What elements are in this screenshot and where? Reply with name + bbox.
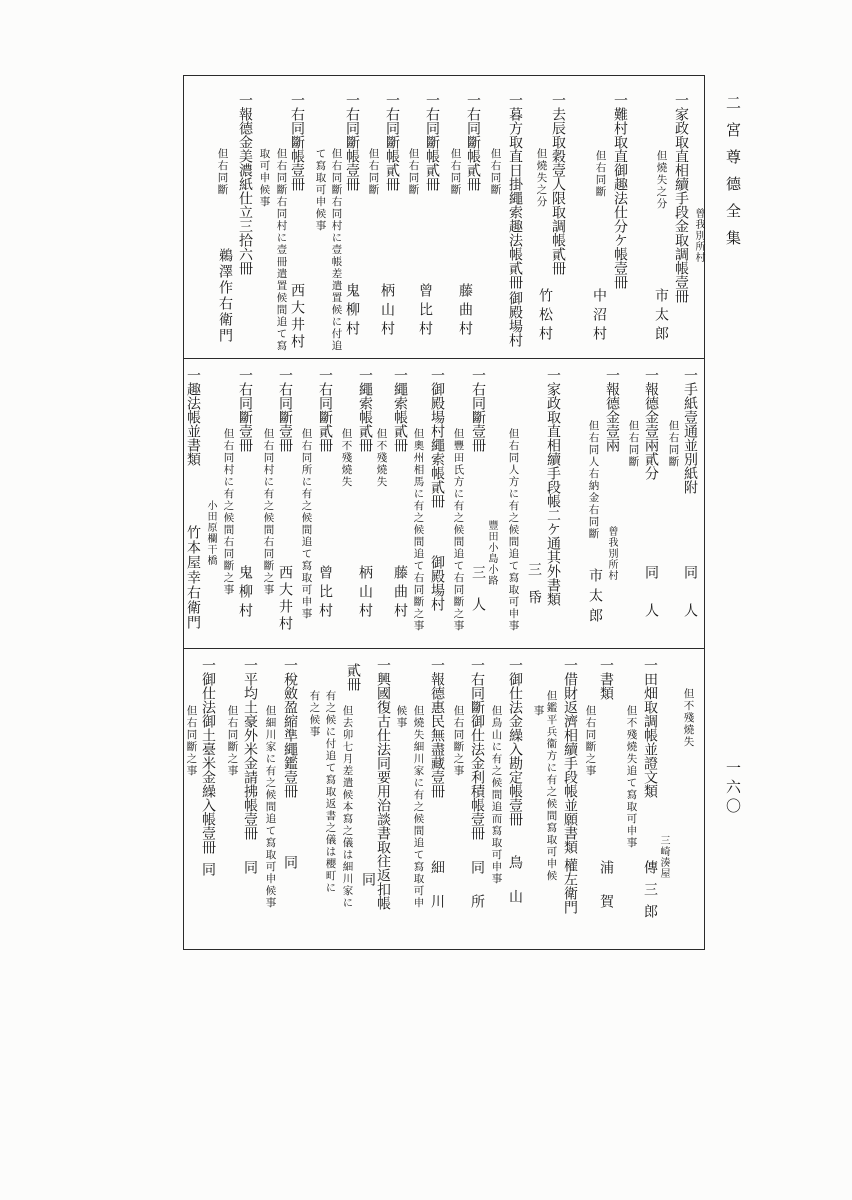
middle-entry-11-owner: 鬼柳村 <box>237 565 253 622</box>
top-entry-3-note: 但燒失之分 <box>535 148 548 208</box>
bottom-entry-7-note-line-3: 有之候事 <box>308 690 321 738</box>
top-entry-5-note: 但右同斷 <box>449 148 462 196</box>
band-divider-lower <box>183 648 705 649</box>
top-entry-1-note: 但燒失之分 <box>655 150 668 210</box>
top-entry-1-annotation: 曾我別所村 <box>693 208 704 263</box>
bottom-entry-1-annotation: 三崎湊屋 <box>658 835 669 879</box>
top-entry-4-owner: 御殿場村 <box>507 291 523 347</box>
top-entry-4-item: 一暮方取直日掛繩索趣法帳貳冊 <box>507 93 523 289</box>
middle-entry-2-owner: 同人 <box>643 565 659 641</box>
bottom-entry-3-owner: 權左衛門 <box>562 858 578 914</box>
top-entry-1-item: 一家政取直相續手段金取調帳壹冊 <box>673 93 689 303</box>
top-entry-10-owner: 鵜澤作右衛門 <box>217 248 233 344</box>
middle-entry-3-item: 一報德金壹兩 <box>604 368 620 452</box>
bottom-entry-9-item: 一平均土豪外米金請拂帳壹冊 <box>242 658 258 840</box>
middle-entry-5-owner: 三人 <box>470 565 486 629</box>
bottom-entry-8-note: 但細川家に有之候間追て寫取可申候事 <box>264 705 277 909</box>
middle-entry-5-item: 一右同斷壹冊 <box>470 368 486 452</box>
bottom-entry-5-owner: 同所 <box>469 860 485 928</box>
top-entry-9-owner: 西大井村 <box>289 283 305 351</box>
bottom-entry-1-note: 但不殘燒失追て寫取可申事 <box>625 705 638 849</box>
middle-entry-1-note: 但右同斷 <box>667 420 680 468</box>
middle-entry-7-owner: 藤曲村 <box>392 565 408 622</box>
bottom-entry-9-owner: 同 <box>242 860 258 879</box>
middle-entry-8-note: 但不殘燒失 <box>340 428 353 488</box>
middle-entry-10-item: 一右同斷壹冊 <box>277 368 293 452</box>
middle-entry-12-owner: 竹本屋幸右衛門 <box>185 525 201 630</box>
bottom-entry-8-item: 一稅斂盈縮準繩鑑壹冊 <box>282 658 298 798</box>
middle-entry-1-item: 一手紙壹通並別紙附 <box>682 368 698 494</box>
top-entry-7-note: 但右同斷 <box>367 148 380 196</box>
book-title: 二宮尊德全集 <box>724 95 742 257</box>
bottom-continued-note: 但不殘燒失 <box>682 688 695 748</box>
bottom-entry-7-quantity: 貳冊 <box>345 663 361 691</box>
middle-entry-4-quantity: 三帋 <box>526 562 542 618</box>
middle-entry-4-item: 一家政取直相續手段帳二ケ通其外書類 <box>545 368 561 606</box>
bottom-entry-10-note: 但右同斷之事 <box>185 705 198 777</box>
bottom-entry-9-note: 但右同斷之事 <box>226 705 239 777</box>
top-entry-7-owner: 柄山村 <box>379 283 395 340</box>
middle-entry-6-note: 但奧州相馬に有之候間追て右同斷之事 <box>412 428 425 632</box>
middle-entry-7-note: 但不殘燒失 <box>375 428 388 488</box>
bottom-entry-4-owner: 鳥山 <box>507 855 523 923</box>
top-entry-8-owner: 鬼柳村 <box>344 283 360 340</box>
bottom-entry-2-item: 一書類 <box>598 658 614 700</box>
top-entry-6-item: 一右同斷帳貳冊 <box>424 93 440 191</box>
middle-entry-3-owner: 市太郎 <box>587 568 603 628</box>
bottom-entry-7-owner: 同 <box>360 872 376 891</box>
middle-entry-9-note: 但右同所に有之候間追て寫取可申事 <box>300 428 313 620</box>
bottom-entry-1-owner: 傳三郎 <box>642 860 658 926</box>
middle-entry-2-item: 一報德金壹兩貳分 <box>643 368 659 480</box>
bottom-entry-3-note-line-1: 但鑑平兵衞方に有之候間寫取可申候 <box>545 690 558 882</box>
top-entry-9-item: 一右同斷帳壹冊 <box>289 93 305 191</box>
bottom-entry-5-note: 但右同斷之事 <box>452 705 465 777</box>
top-entry-1-owner: 市太郎 <box>653 288 669 345</box>
bottom-entry-8-owner: 同 <box>282 855 298 874</box>
middle-entry-7-item: 一繩索帳貳冊 <box>392 368 408 452</box>
bottom-entry-1-item: 一田畑取調帳並證文類 <box>642 658 658 798</box>
middle-entry-9-item: 一右同斷貳冊 <box>317 368 333 452</box>
bottom-entry-3-note-line-2: 事 <box>532 705 545 717</box>
top-entry-6-owner: 曾比村 <box>417 283 433 340</box>
top-entry-2-owner: 中沼村 <box>591 288 607 345</box>
bottom-entry-6-note-line-2: 候事 <box>395 705 408 729</box>
top-entry-3-item: 一去辰取穀壹人限取調帳貳冊 <box>550 93 566 275</box>
top-entry-2-note: 但右同斷 <box>594 150 607 198</box>
middle-entry-8-owner: 柄山村 <box>357 565 373 622</box>
top-entry-8-note-line-2: て寫取可申候事 <box>314 148 327 232</box>
bottom-entry-6-item: 一報德惠民無盡藏壹冊 <box>429 658 445 798</box>
middle-entry-6-owner: 御殿場村 <box>429 555 445 611</box>
middle-entry-4-note: 但右同人方に有之候間追て寫取可申事 <box>507 428 520 632</box>
bottom-entry-7-note-line-1: 但去卯七月差遣候本寫之儀は細川家に <box>341 705 354 909</box>
bottom-entry-10-owner: 同 <box>200 862 216 881</box>
bottom-entry-4-item: 一御仕法金繰入勘定帳壹冊 <box>507 658 523 826</box>
top-entry-4-note: 但右同斷 <box>489 148 502 196</box>
middle-entry-11-note: 但右同村に有之候間右同斷之事 <box>222 428 235 596</box>
top-entry-7-item: 一右同斷帳貳冊 <box>384 93 400 191</box>
middle-entry-12-item: 一趣法帳並書類 <box>185 368 201 466</box>
middle-entry-6-item: 一御殿場村繩索帳貳冊 <box>429 368 445 508</box>
top-entry-9-note-line-2: 取可申候事 <box>258 148 271 208</box>
bottom-entry-6-owner: 細川 <box>429 860 445 928</box>
top-entry-8-item: 一右同斷帳壹冊 <box>344 93 360 191</box>
top-entry-10-item: 一報德金美濃紙仕立三拾六冊 <box>237 93 253 275</box>
middle-entry-2-note: 但右同斷 <box>627 420 640 468</box>
bottom-entry-4-note: 但鳥山に有之候間追而寫取可申事 <box>490 705 503 885</box>
middle-entry-5-note: 但豐田氏方に有之候間追て右同斷之事 <box>452 428 465 632</box>
top-entry-6-note: 但右同斷 <box>407 148 420 196</box>
page-number: 一六〇 <box>724 760 742 817</box>
middle-entry-9-owner: 曾比村 <box>317 565 333 622</box>
bottom-entry-2-owner: 浦賀 <box>598 860 614 928</box>
bottom-entry-7-item: 一興國復古仕法同要用治談書取往返扣帳 <box>375 658 391 910</box>
middle-entry-1-owner: 同人 <box>682 565 698 641</box>
top-entry-5-item: 一右同斷帳貳冊 <box>465 93 481 191</box>
top-entry-5-owner: 藤曲村 <box>457 283 473 340</box>
middle-entry-10-note: 但右同村に有之候間右同斷之事 <box>262 428 275 596</box>
top-entry-8-note-line-1: 但右同斷右同村に壹帳差遣置候に付追 <box>330 148 343 352</box>
top-entry-9-note-line-1: 但右同斷右同村に壹冊遣置候間追て寫 <box>275 148 288 352</box>
top-entry-10-note: 但右同斷 <box>216 148 229 196</box>
middle-entry-3-note: 但右同人右納金右同斷 <box>587 420 600 540</box>
bottom-entry-7-note-line-2: 有之候に付追て寫取返書之儀は櫻町に <box>324 690 337 894</box>
bottom-entry-10-item: 一御仕法御土臺米金繰入帳壹冊 <box>200 658 216 854</box>
bottom-entry-2-note: 但右同斷之事 <box>584 705 597 777</box>
middle-entry-8-item: 一繩索帳貳冊 <box>357 368 373 452</box>
middle-entry-11-item: 一右同斷壹冊 <box>237 368 253 452</box>
middle-entry-12-annotation: 小田原欄干橋 <box>205 500 216 566</box>
top-entry-2-item: 一難村取直御趣法仕分ケ帳壹冊 <box>612 93 628 289</box>
middle-entry-5-annotation: 豐田小島小路 <box>486 520 497 586</box>
band-divider-upper <box>183 358 705 359</box>
bottom-entry-5-item: 一右同斷御仕法金利積帳壹冊 <box>469 658 485 840</box>
top-entry-3-owner: 竹松村 <box>537 288 553 345</box>
middle-entry-10-owner: 西大井村 <box>277 565 293 633</box>
bottom-entry-3-item: 一借財返濟相續手段帳並願書類 <box>562 658 578 854</box>
middle-entry-3-annotation: 曾我別所村 <box>606 526 617 581</box>
bottom-entry-6-note-line-1: 但燒失細川家に有之候間追て寫取可申 <box>412 705 425 909</box>
